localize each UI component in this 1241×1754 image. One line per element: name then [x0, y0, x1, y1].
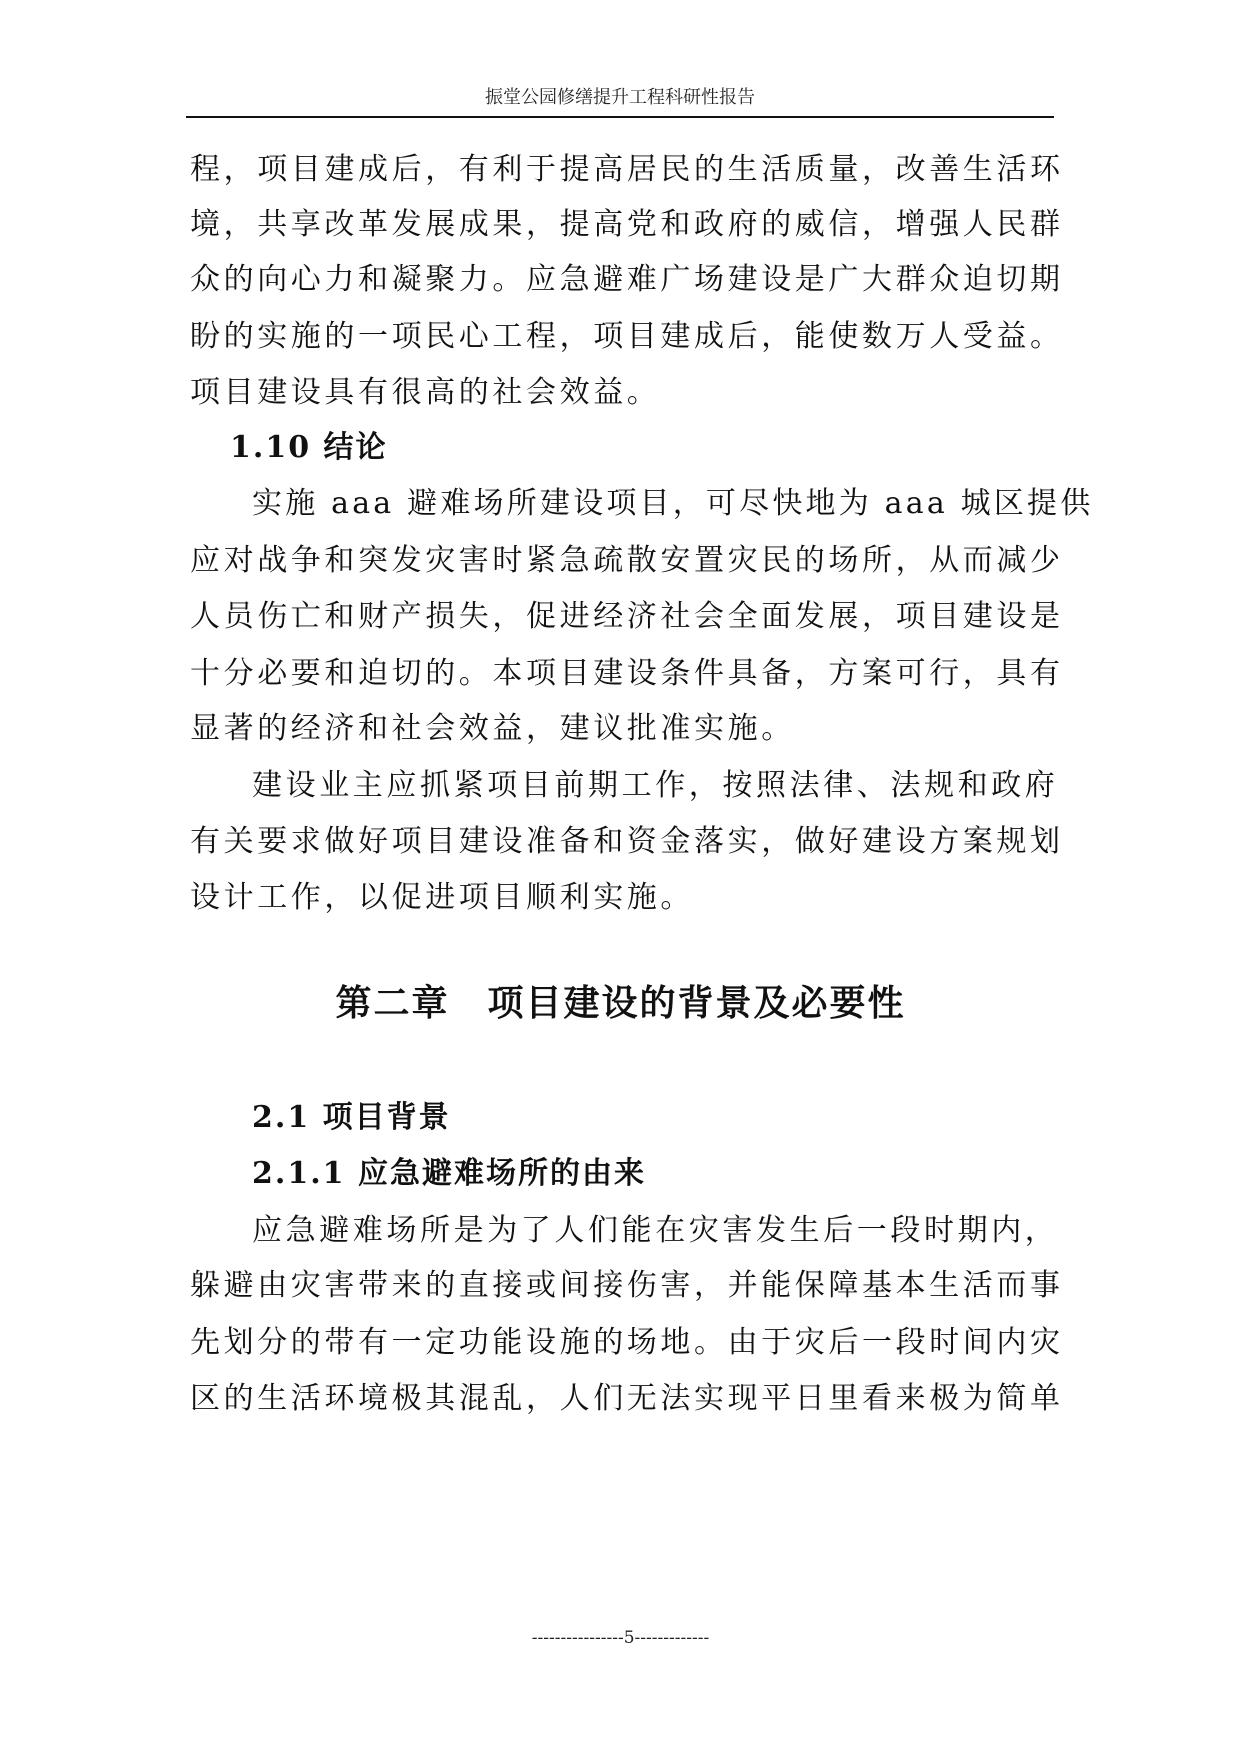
body-line: 应对战争和突发灾害时紧急疏散安置灾民的场所，从而减少 [190, 543, 1064, 578]
body-line: 程，项目建成后，有利于提高居民的生活质量，改善生活环 [190, 152, 1064, 187]
body-line: 区的生活环境极其混乱，人们无法实现平日里看来极为简单 [190, 1381, 1064, 1416]
body-line: 人员伤亡和财产损失，促进经济社会全面发展，项目建设是 [190, 599, 1064, 634]
body-line: 实施 aaa 避难场所建设项目，可尽快地为 aaa 城区提供 [252, 486, 1094, 521]
body-line: 项目建设具有很高的社会效益。 [190, 375, 661, 410]
page-header [186, 86, 1054, 118]
section-heading-2-1-1: 2.1.1 应急避难场所的由来 [252, 1156, 646, 1191]
body-line: 众的向心力和凝聚力。应急避难广场建设是广大群众迫切期 [190, 262, 1064, 297]
chapter-title: 第二章 项目建设的背景及必要性 [335, 983, 906, 1024]
body-line: 十分必要和迫切的。本项目建设条件具备，方案可行，具有 [190, 656, 1064, 691]
body-line: 躲避由灾害带来的直接或间接伤害，并能保障基本生活而事 [190, 1268, 1064, 1303]
body-line: 盼的实施的一项民心工程，项目建成后，能使数万人受益。 [190, 319, 1064, 354]
body-line: 境，共享改革发展成果，提高党和政府的威信，增强人民群 [190, 207, 1064, 242]
body-line: 显著的经济和社会效益，建议批准实施。 [190, 711, 795, 746]
body-line: 建设业主应抓紧项目前期工作，按照法律、法规和政府 [252, 768, 1059, 803]
header-title: 振堂公园修缮提升工程科研性报告 [485, 87, 755, 108]
body-line: 有关要求做好项目建设准备和资金落实，做好建设方案规划 [190, 824, 1064, 859]
section-heading-1-10: 1.10 结论 [230, 430, 388, 465]
section-heading-2-1: 2.1 项目背景 [252, 1100, 451, 1135]
body-line: 设计工作，以促进项目顺利实施。 [190, 880, 694, 915]
page-number: ----------------5------------- [531, 1628, 710, 1648]
body-line: 先划分的带有一定功能设施的场地。由于灾后一段时间内灾 [190, 1325, 1064, 1360]
body-line: 应急避难场所是为了人们能在灾害发生后一段时期内， [252, 1213, 1059, 1248]
